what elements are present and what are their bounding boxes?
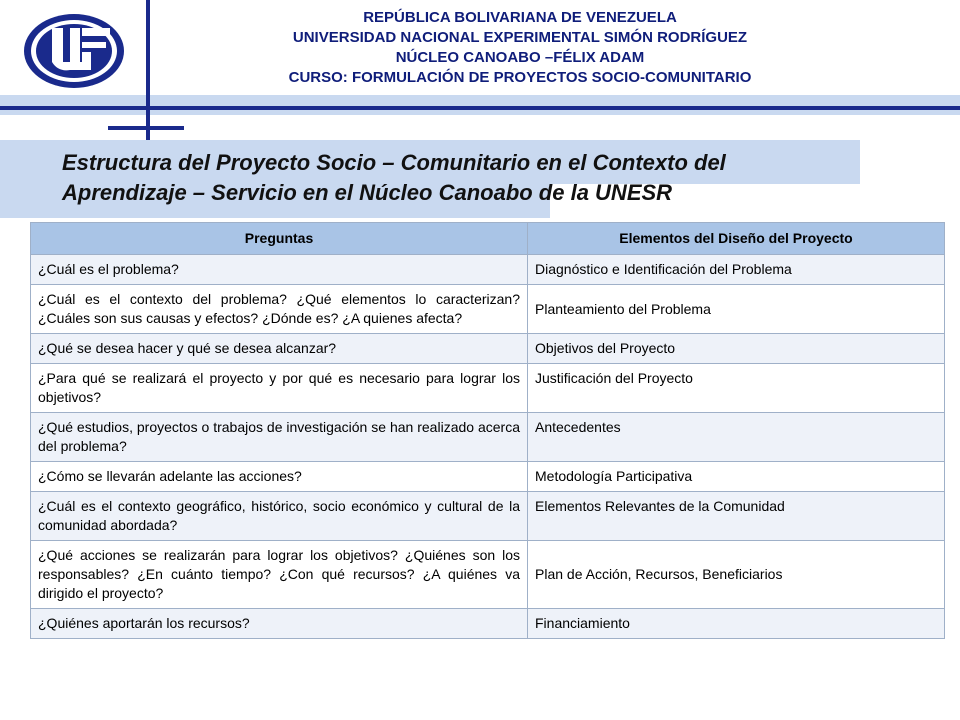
table-row: [31, 334, 945, 364]
element-cell: Plan de Acción, Recursos, Beneficiarios: [528, 541, 945, 609]
table-row: [31, 541, 945, 609]
header-divider-line: [0, 106, 960, 110]
table-row: [31, 492, 945, 541]
table-row: [31, 285, 945, 334]
header-line-1: REPÚBLICA BOLIVARIANA DE VENEZUELA: [363, 9, 677, 26]
table-row: [31, 609, 945, 639]
table-header-row: [31, 223, 945, 255]
question-cell: ¿Quiénes aportarán los recursos?: [31, 609, 528, 639]
question-cell: ¿Cuál es el problema?: [31, 255, 528, 285]
header-line-3: NÚCLEO CANOABO –FÉLIX ADAM: [395, 49, 645, 66]
element-cell: Planteamiento del Problema: [528, 285, 945, 334]
element-cell: Metodología Participativa: [528, 462, 945, 492]
element-cell: Antecedentes: [528, 413, 945, 462]
element-cell: Financiamiento: [528, 609, 945, 639]
table-row: [31, 462, 945, 492]
element-cell: Elementos Relevantes de la Comunidad: [528, 492, 945, 541]
header-line-2: UNIVERSIDAD NACIONAL EXPERIMENTAL SIMÓN RODRÍGUEZ: [292, 29, 748, 46]
institution-header: [150, 8, 890, 88]
element-cell: Objetivos del Proyecto: [528, 334, 945, 364]
column-header-elementos: Elementos del Diseño del Proyecto: [528, 223, 945, 255]
project-structure-table: [30, 222, 945, 639]
question-cell: ¿Cuál es el contexto geográfico, histórico, socio económico y cultural de la comunidad abordada?: [31, 492, 528, 541]
university-logo-icon: [22, 12, 126, 90]
question-cell: ¿Qué estudios, proyectos o trabajos de investigación se han realizado acerca del problema?: [31, 413, 528, 462]
question-cell: ¿Para qué se realizará el proyecto y por qué es necesario para lograr los objetivos?: [31, 364, 528, 413]
short-accent-line: [108, 126, 184, 130]
element-cell: Diagnóstico e Identificación del Problema: [528, 255, 945, 285]
table-row: [31, 413, 945, 462]
question-cell: ¿Qué acciones se realizarán para lograr los objetivos? ¿Quiénes son los responsables? ¿En cuánto tiempo? ¿Con qué recursos? ¿A quiénes va dirigido el proyecto?: [31, 541, 528, 609]
element-cell: Justificación del Proyecto: [528, 364, 945, 413]
question-cell: ¿Cómo se llevarán adelante las acciones?: [31, 462, 528, 492]
table-row: [31, 255, 945, 285]
header-line-4: CURSO: FORMULACIÓN DE PROYECTOS SOCIO-COMUNITARIO: [288, 69, 752, 86]
header-accent-band: [0, 95, 960, 115]
question-cell: ¿Qué se desea hacer y qué se desea alcanzar?: [31, 334, 528, 364]
question-cell: ¿Cuál es el contexto del problema? ¿Qué elementos lo caracterizan? ¿Cuáles son sus causas y efectos? ¿Dónde es? ¿A quienes afecta?: [31, 285, 528, 334]
table-row: [31, 364, 945, 413]
page-title: Estructura del Proyecto Socio – Comunitario en el Contexto del Aprendizaje – Servicio en el Núcleo Canoabo de la UNESR: [62, 150, 726, 205]
column-header-preguntas: Preguntas: [31, 223, 528, 255]
